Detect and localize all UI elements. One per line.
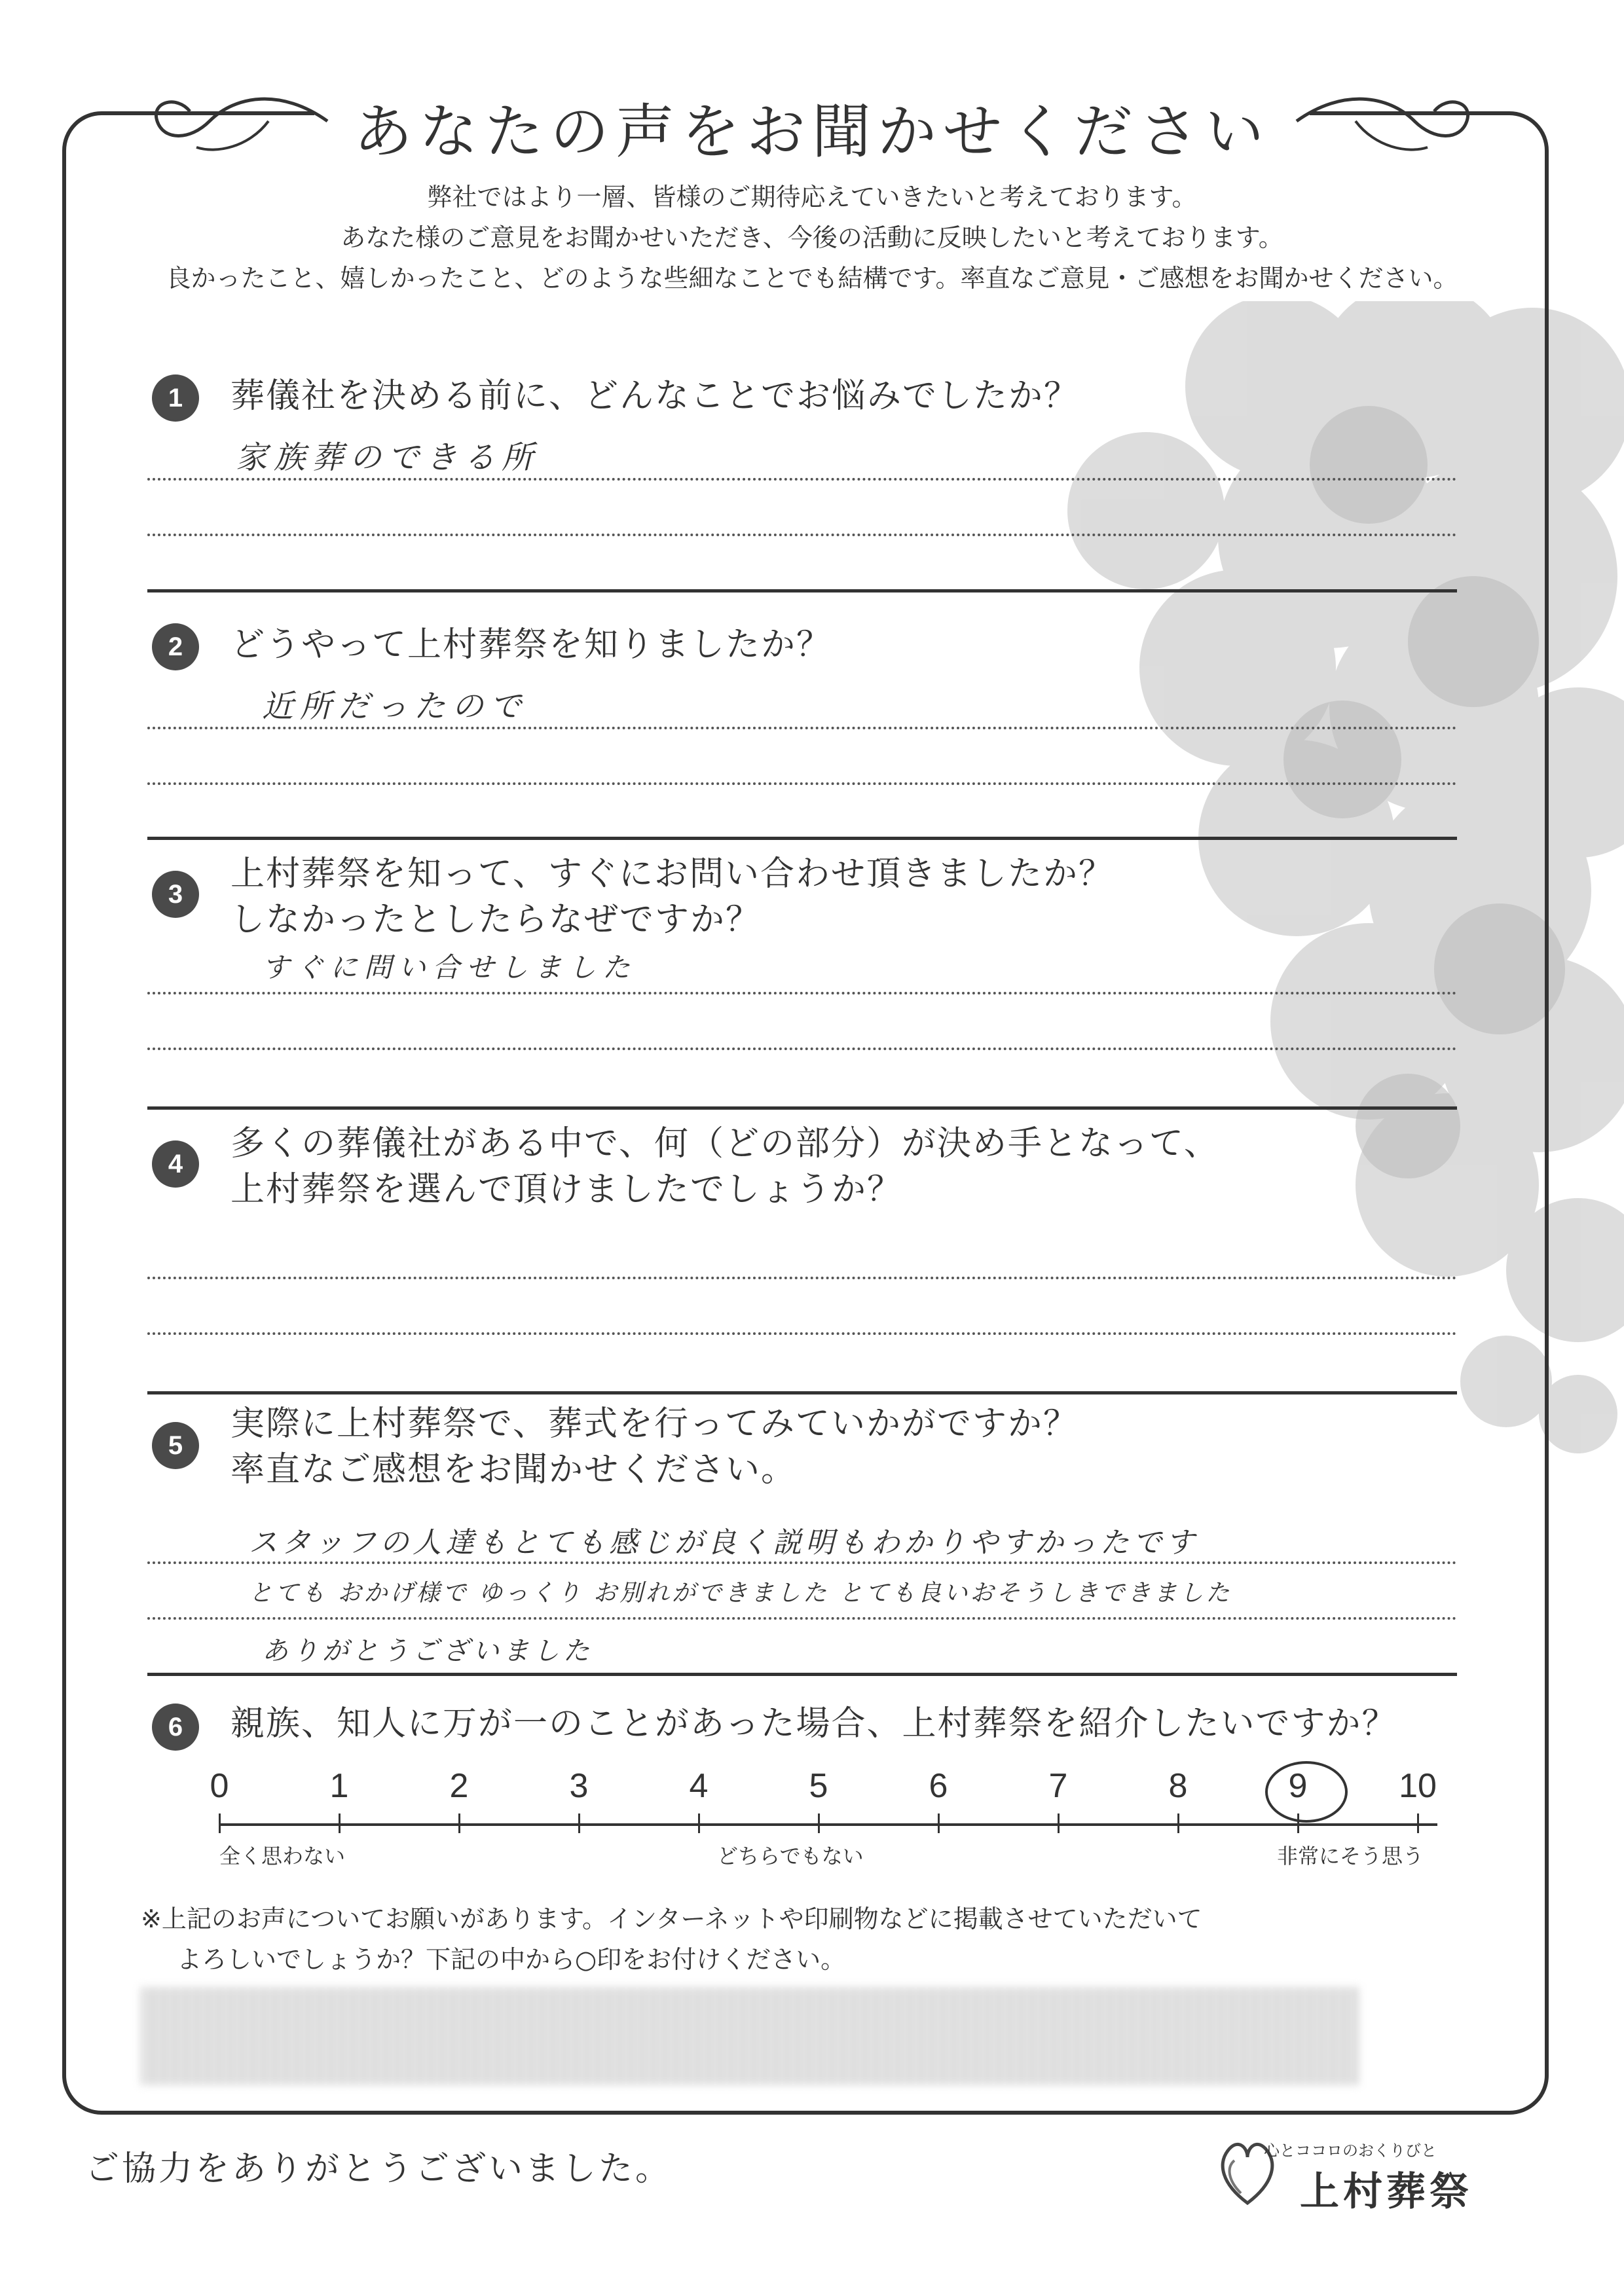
- question-number-badge: 2: [152, 623, 199, 670]
- page-title: あなたの声をお聞かせください: [354, 98, 1270, 166]
- scale-label-high: 非常にそう思う: [1277, 1844, 1424, 1868]
- intro-line: 良かったこと、嬉しかったこと、どのような些細なことでも結構です。率直なご意見・ご感想をお聞かせください。: [166, 264, 1458, 293]
- section-divider: [147, 837, 1457, 840]
- scale-tick: [938, 1813, 940, 1833]
- handwritten-answer: スタッフの人達もとても感じが良く説明もわかりやすかったです: [249, 1526, 1198, 1559]
- scale-tick: [698, 1813, 700, 1833]
- question-number-badge: 4: [152, 1140, 199, 1188]
- handwritten-answer: ありがとうございました: [262, 1636, 593, 1666]
- question-number-badge: 1: [152, 374, 199, 422]
- scale-label-low: 全く思わない: [219, 1844, 346, 1868]
- answer-line: [147, 478, 1457, 481]
- question-line: 上村葬祭を選んで頂けましたでしょうか？: [231, 1170, 903, 1209]
- answer-line: [147, 992, 1457, 994]
- question-number-badge: 5: [152, 1422, 199, 1469]
- question-line: しなかったとしたらなぜですか？: [231, 900, 762, 939]
- question-text: 親族、知人に万が一のことがあった場合、上村葬祭を紹介したいですか？: [231, 1704, 1397, 1743]
- section-divider: [147, 1673, 1457, 1676]
- section-divider: [147, 1391, 1457, 1394]
- scale-number-10: 10: [1399, 1767, 1437, 1805]
- scale-tick: [339, 1813, 341, 1833]
- intro-line: 弊社ではより一層、皆様のご期待応えていきたいと考えております。: [427, 183, 1197, 211]
- scale-tick: [578, 1813, 580, 1833]
- question-text: [231, 1401, 1079, 1493]
- answer-line: [147, 1332, 1457, 1335]
- answer-line: [147, 1561, 1457, 1564]
- scale-tick: [1177, 1813, 1179, 1833]
- question-text: 葬儀社を決める前に、どんなことでお悩みでしたか？: [231, 376, 1080, 416]
- scale-tick: [219, 1813, 221, 1833]
- intro-line: あなた様のご意見をお聞かせいただき、今後の活動に反映したいと考えております。: [341, 223, 1283, 252]
- rating-scale-line: [219, 1823, 1437, 1826]
- scale-tick: [818, 1813, 820, 1833]
- answer-line: [147, 727, 1457, 729]
- question-line: 率直なご感想をお聞かせください。: [231, 1450, 797, 1489]
- logo-tagline: 心とココロのおくりびと: [1264, 2141, 1437, 2160]
- scale-number-3: 3: [569, 1767, 589, 1805]
- question-line: 多くの葬儀社がある中で、何（どの部分）が決め手となって、: [231, 1124, 1219, 1163]
- scale-number-2: 2: [449, 1767, 469, 1805]
- scale-number-0: 0: [210, 1767, 229, 1805]
- redacted-selection-area: [141, 1987, 1359, 2085]
- section-divider: [147, 1106, 1457, 1110]
- handwritten-answer: 家族葬のできる所: [236, 439, 540, 476]
- answer-line: [147, 534, 1457, 536]
- question-text: どうやって上村葬祭を知りましたか？: [231, 625, 832, 665]
- scale-number-5: 5: [809, 1767, 828, 1805]
- scale-number-8: 8: [1168, 1767, 1188, 1805]
- permission-note: [141, 1899, 1202, 1980]
- note-line: よろしいでしょうか？下記の中から○印をお付けください。: [177, 1945, 846, 1974]
- scale-tick: [1058, 1813, 1060, 1833]
- answer-line: [147, 1048, 1457, 1050]
- thank-you-text: ご協力をありがとうございました。: [85, 2149, 673, 2189]
- scale-tick: [1417, 1813, 1419, 1833]
- intro-text: [0, 177, 1624, 299]
- logo-name: 上村葬祭: [1300, 2169, 1473, 2215]
- question-text: [231, 1121, 1219, 1212]
- scale-number-7: 7: [1048, 1767, 1068, 1805]
- handwritten-answer: とても おかげ様で ゆっくり お別れができました とても良いおそうしきできました: [249, 1580, 1232, 1607]
- scale-number-1: 1: [329, 1767, 349, 1805]
- scale-number-6: 6: [929, 1767, 948, 1805]
- question-line: 上村葬祭を知って、すぐにお問い合わせ頂きましたか？: [231, 854, 1114, 894]
- handwritten-answer: すぐに問い合せしました: [262, 951, 637, 983]
- note-line: ※上記のお声についてお願いがあります。インターネットや印刷物などに掲載させていただいて: [141, 1904, 1202, 1933]
- question-number-badge: 6: [152, 1704, 199, 1751]
- answer-line: [147, 1617, 1457, 1620]
- scale-label-mid: どちらでもない: [717, 1844, 864, 1868]
- handwritten-answer: 近所だったので: [262, 688, 528, 725]
- scale-number-9: 9: [1288, 1767, 1308, 1805]
- answer-line: [147, 1277, 1457, 1279]
- scale-tick: [458, 1813, 460, 1833]
- question-line: 実際に上村葬祭で、葬式を行ってみていかがですか？: [231, 1404, 1079, 1444]
- section-divider: [147, 589, 1457, 592]
- scale-number-4: 4: [689, 1767, 709, 1805]
- question-number-badge: 3: [152, 871, 199, 918]
- answer-line: [147, 782, 1457, 785]
- question-text: [231, 851, 1114, 943]
- selected-rating-circle: [1265, 1761, 1348, 1823]
